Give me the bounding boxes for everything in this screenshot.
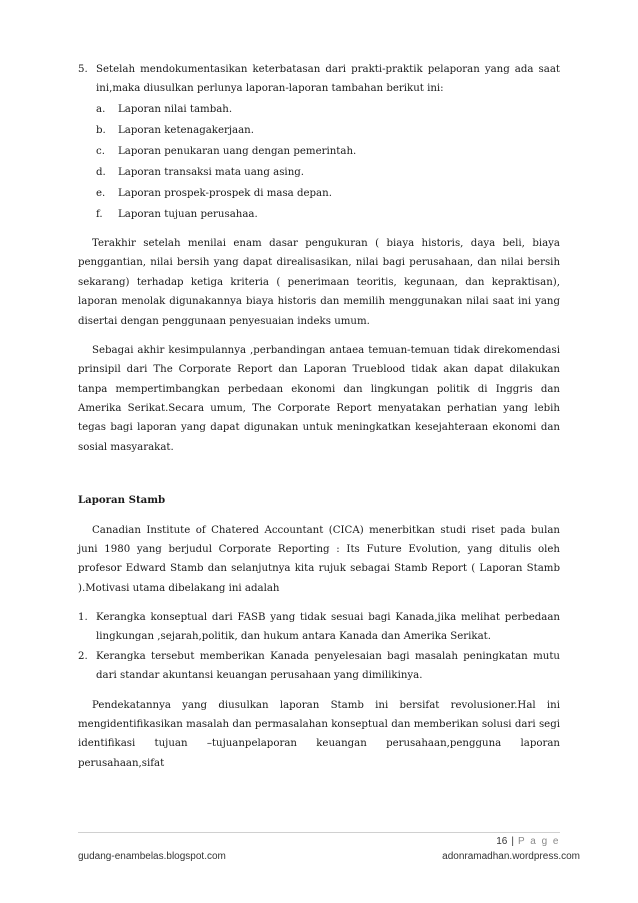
footer-right-source: adonramadhan.wordpress.com — [442, 851, 580, 862]
paragraph-measurement-bases: Terakhir setelah menilai enam dasar pengukuran ( biaya historis, daya beli, biaya penggantian, nilai bersih yang dapat direalisasikan, nilai bagi perusahaan, dan nilai bersih sekarang) terhadap ketiga kriteria ( penerimaan teoritis, kegunaan, dan kepraktisan), laporan menolak digunakannya biaya historis dan memilih menggunakan nilai saat ini yang disertai dengan penggunaan penyesuaian indeks umum. — [78, 238, 560, 327]
sub-list-letter: b. — [96, 125, 106, 137]
section-heading: Laporan Stamb — [78, 494, 166, 507]
document-body — [78, 60, 560, 773]
list-item-text: Setelah mendokumentasikan keterbatasan dari prakti-praktik pelaporan yang ada saat ini,maka diusulkan perlunya laporan-laporan tambahan berikut ini: — [96, 64, 560, 95]
list-item-5 — [78, 60, 560, 99]
list-item-2 — [78, 647, 560, 686]
page-label: P a g e — [517, 836, 560, 847]
sub-list-text: Laporan ketenagakerjaan. — [118, 125, 254, 137]
sub-list-item — [78, 100, 560, 119]
paragraph-conclusion: Sebagai akhir kesimpulannya ,perbandingan antaea temuan-temuan tidak direkomendasi prinsipil dari The Corporate Report dan Laporan Trueblood tidak akan dapat dilakukan tanpa mempertimbangkan perbedaan ekonomi dan lingkungan politik di Inggris dan Amerika Serikat.Secara umum, The Corporate Report menyatakan perhatian yang lebih tegas bagi laporan yang dapat digunakan untuk meningkatkan kesejahteraan ekonomi dan sosial masyarakat. — [78, 344, 560, 453]
sub-list-item — [78, 205, 560, 224]
sub-list-text: Laporan penukaran uang dengan pemerintah. — [118, 146, 357, 157]
sub-list-item — [78, 142, 560, 161]
page-number — [496, 836, 560, 847]
sub-list-letter: c. — [96, 146, 105, 157]
footer-left-source: gudang-enambelas.blogspot.com — [78, 851, 226, 862]
sub-list-item — [78, 163, 560, 182]
sub-list-letter: a. — [96, 104, 106, 116]
footer-divider — [78, 832, 560, 833]
sub-list-letter: d. — [96, 166, 106, 178]
sub-list-item — [78, 121, 560, 140]
sub-list-text: Laporan prospek-prospek di masa depan. — [118, 187, 332, 199]
sub-list-text: Laporan transaksi mata uang asing. — [118, 166, 305, 178]
sub-list-letter: f. — [96, 208, 103, 220]
list-item-1 — [78, 608, 560, 647]
sub-list-text: Laporan tujuan perusahaa. — [118, 208, 258, 220]
page-separator: | — [511, 836, 514, 847]
list-item-text: Kerangka konseptual dari FASB yang tidak sesuai bagi Kanada,jika melihat perbedaan lingkungan ,sejarah,politik, dan hukum antara Kanada dan Amerika Serikat. — [96, 612, 560, 643]
list-number: 5. — [78, 64, 88, 75]
list-number: 2. — [78, 650, 88, 662]
page-number-value: 16 — [496, 836, 508, 847]
list-number: 1. — [78, 612, 88, 623]
list-item-text: Kerangka tersebut memberikan Kanada penyelesaian bagi masalah peningkatan mutu dari standar akuntansi keuangan perusahaan yang dimilikinya. — [96, 650, 560, 682]
paragraph-cica: Canadian Institute of Chatered Accountant (CICA) menerbitkan studi riset pada bulan juni 1980 yang berjudul Corporate Reporting : Its Future Evolution, yang ditulis oleh profesor Edward Stamb dan selanjutnya kita rujuk sebagai Stamb Report ( Laporan Stamb ).Motivasi utama dibelakang ini adalah — [78, 524, 560, 594]
sub-list-letter: e. — [96, 187, 106, 199]
sub-list-item — [78, 184, 560, 203]
sub-list-text: Laporan nilai tambah. — [118, 104, 233, 116]
paragraph-approach: Pendekatannya yang diusulkan laporan Stamb ini bersifat revolusioner.Hal ini mengidentifikasikan masalah dan permasalahan konseptual dan memberikan solusi dari segi identifikasi tujuan –tujuanpelaporan keuangan perusahaan,pengguna laporan perusahaan,sifat — [78, 699, 560, 769]
